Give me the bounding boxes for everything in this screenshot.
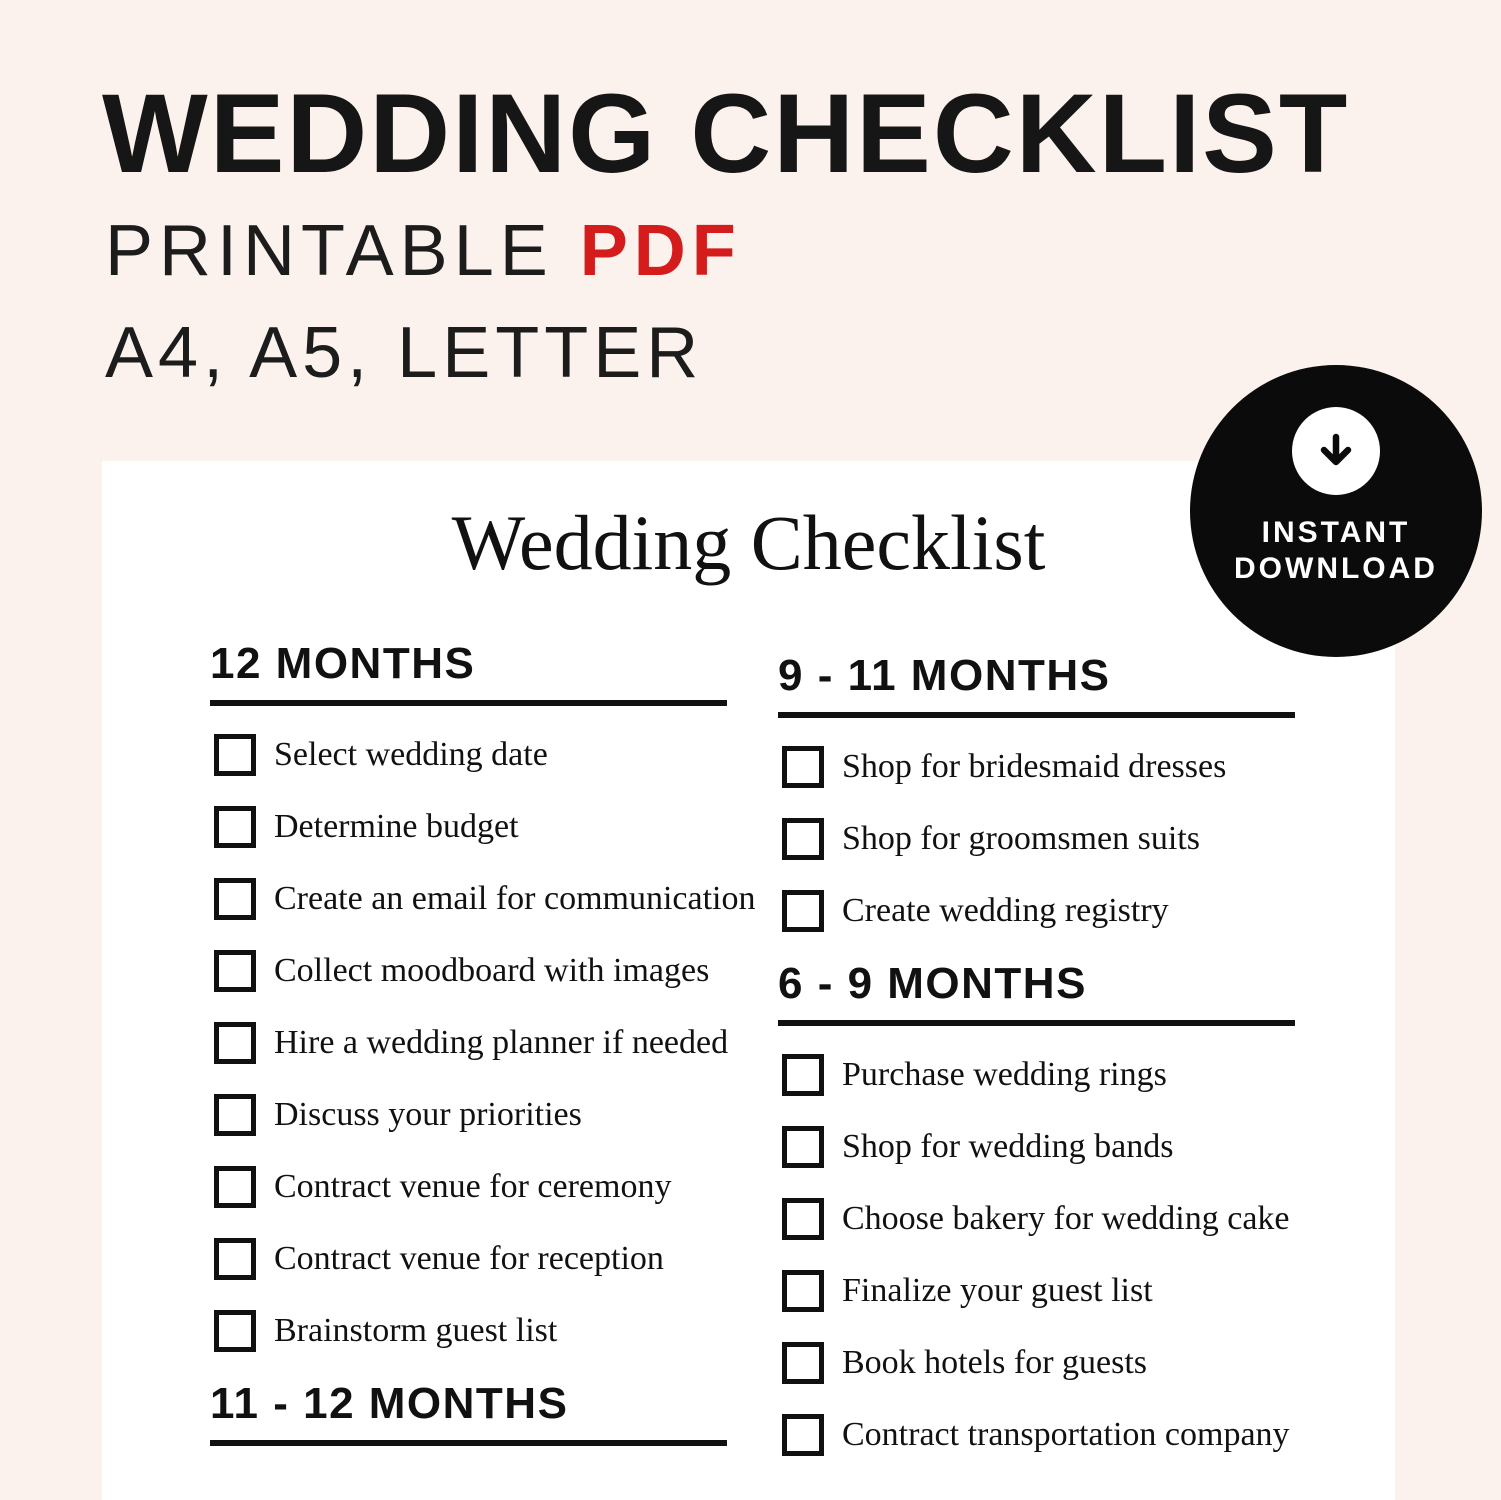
badge-label-line2: DOWNLOAD: [1234, 552, 1438, 585]
section-heading: 9 - 11 MONTHS: [778, 651, 1111, 700]
section-underline: [778, 1020, 1295, 1026]
subtitle-prefix: PRINTABLE: [105, 211, 580, 291]
checklist-item-label: Contract venue for ceremony: [274, 1168, 672, 1205]
checklist-item-label: Book hotels for guests: [842, 1344, 1148, 1381]
paper-formats-label: A4, A5, LETTER: [105, 313, 704, 393]
section-underline: [778, 712, 1295, 718]
download-arrow-icon: [1292, 407, 1380, 495]
checklist-item: [214, 1238, 727, 1280]
checklist-item: [214, 806, 727, 848]
checkbox[interactable]: [214, 1238, 256, 1280]
checklist-items: [210, 734, 756, 1352]
checkbox[interactable]: [214, 806, 256, 848]
checkbox[interactable]: [782, 1414, 824, 1456]
checklist-item: [782, 890, 1295, 932]
checklist-section: [210, 1379, 727, 1446]
checklist-item: [782, 1054, 1295, 1096]
checkbox[interactable]: [782, 1198, 824, 1240]
checklist-item: [782, 746, 1295, 788]
checklist-item: [214, 1166, 727, 1208]
document-card: [102, 461, 1395, 1500]
checkbox[interactable]: [214, 1310, 256, 1352]
section-underline: [210, 1440, 727, 1446]
checklist-item-label: Contract transportation company: [842, 1416, 1290, 1453]
checklist-item: [782, 1414, 1295, 1456]
checklist-item: [214, 734, 727, 776]
section-heading: 6 - 9 MONTHS: [778, 959, 1087, 1008]
checklist-item: [214, 1094, 727, 1136]
checklist-column-right: [778, 651, 1295, 1486]
checklist-item-label: Purchase wedding rings: [842, 1056, 1167, 1093]
badge-label: [1190, 515, 1482, 587]
checklist-item-label: Create an email for communication: [274, 880, 756, 917]
checklist-section: [210, 639, 756, 1352]
checklist-item-label: Create wedding registry: [842, 892, 1169, 929]
document-title: Wedding Checklist: [451, 499, 1046, 586]
checklist-item-label: Contract venue for reception: [274, 1240, 664, 1277]
checkbox[interactable]: [214, 950, 256, 992]
checklist-item-label: Shop for bridesmaid dresses: [842, 748, 1227, 785]
page-subtitle: [105, 211, 742, 291]
checklist-section: [778, 959, 1295, 1456]
instant-download-badge[interactable]: [1190, 365, 1482, 657]
checkbox[interactable]: [782, 890, 824, 932]
checklist-item-label: Discuss your priorities: [274, 1096, 582, 1133]
badge-label-line1: INSTANT: [1261, 516, 1411, 549]
checklist-item: [214, 878, 756, 920]
checklist-item-label: Shop for groomsmen suits: [842, 820, 1200, 857]
checklist-item: [782, 1126, 1295, 1168]
subtitle-pdf-highlight: PDF: [579, 211, 742, 291]
checkbox[interactable]: [782, 1126, 824, 1168]
checklist-item: [782, 818, 1295, 860]
checklist-item-label: Finalize your guest list: [842, 1272, 1153, 1309]
checklist-item: [782, 1342, 1295, 1384]
checklist-item: [782, 1270, 1295, 1312]
checkbox[interactable]: [214, 878, 256, 920]
checklist-item-label: Shop for wedding bands: [842, 1128, 1174, 1165]
checklist-item: [214, 950, 727, 992]
checkbox[interactable]: [214, 1094, 256, 1136]
section-heading: 12 MONTHS: [210, 639, 476, 688]
checklist-item-label: Choose bakery for wedding cake: [842, 1200, 1290, 1237]
checklist-item-label: Determine budget: [274, 808, 519, 845]
checkbox[interactable]: [214, 734, 256, 776]
checklist-item: [214, 1022, 727, 1064]
checkbox[interactable]: [214, 1022, 256, 1064]
checkbox[interactable]: [782, 818, 824, 860]
checklist-item-label: Select wedding date: [274, 736, 548, 773]
section-underline: [210, 700, 727, 706]
checklist-item: [782, 1198, 1295, 1240]
checklist-item: [214, 1310, 727, 1352]
checklist-item-label: Hire a wedding planner if needed: [274, 1024, 729, 1061]
checklist-items: [778, 746, 1295, 932]
page-title: WEDDING CHECKLIST: [102, 71, 1350, 196]
checkbox[interactable]: [214, 1166, 256, 1208]
checklist-column-left: [210, 639, 756, 1446]
checklist-item-label: Collect moodboard with images: [274, 952, 710, 989]
checklist-items: [778, 1054, 1295, 1456]
checkbox[interactable]: [782, 1342, 824, 1384]
section-heading: 11 - 12 MONTHS: [210, 1379, 569, 1428]
checkbox[interactable]: [782, 1054, 824, 1096]
checkbox[interactable]: [782, 1270, 824, 1312]
checkbox[interactable]: [782, 746, 824, 788]
checklist-section: [778, 651, 1295, 932]
checklist-item-label: Brainstorm guest list: [274, 1312, 558, 1349]
